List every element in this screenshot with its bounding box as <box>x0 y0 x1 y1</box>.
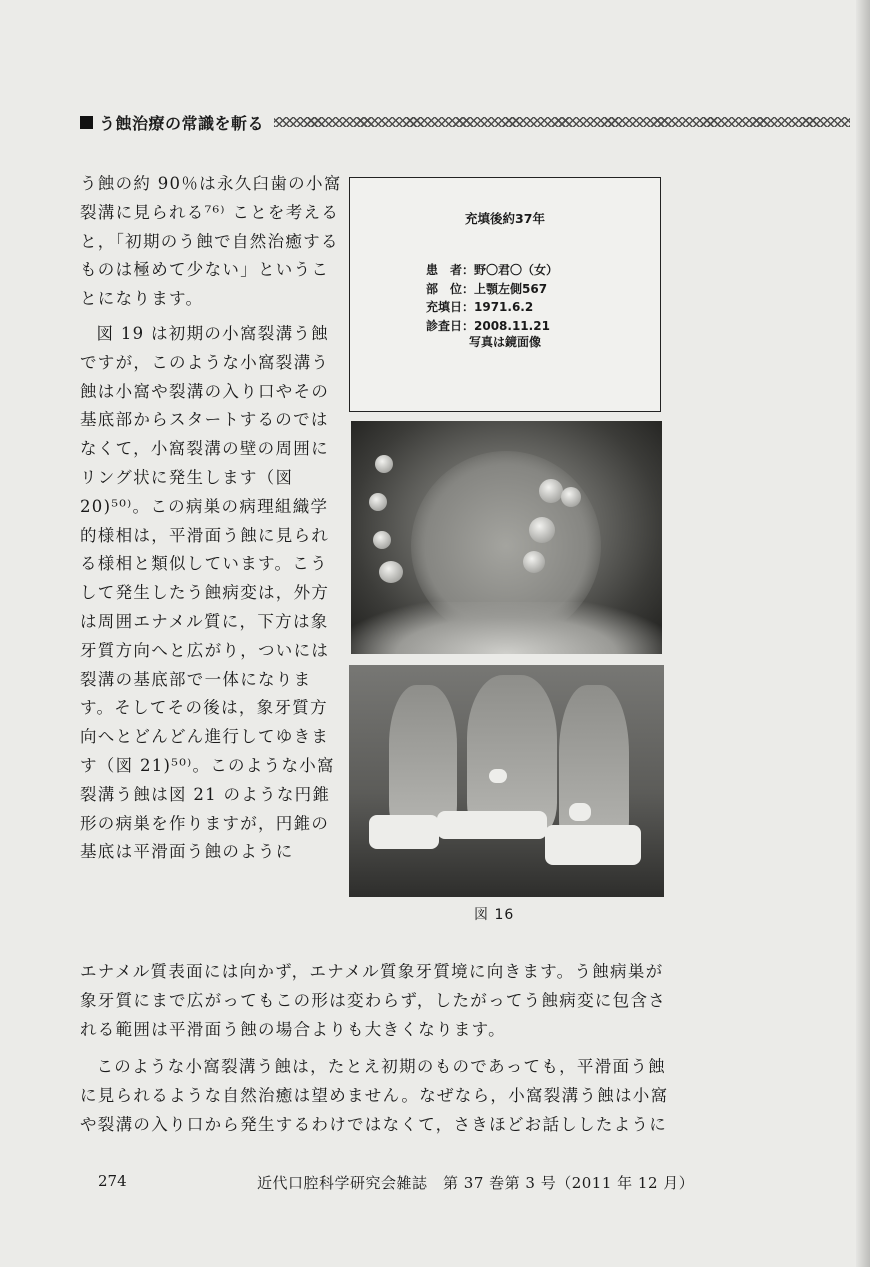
tooth <box>561 487 581 507</box>
page-edge-shadow <box>856 0 870 1267</box>
site-line: 部 位：上顎左側567 <box>426 281 548 296</box>
decorative-pattern-rule <box>274 117 850 127</box>
paragraph: 図 19 は初期の小窩裂溝う蝕ですが，このような小窩裂溝う蝕は小窩や裂溝の入り口やその基底部からスタートするのではなくて，小窩裂溝の壁の周囲にリング状に発生します（図20)⁵⁰⁾。この病巣の病理組織学的様相は，平滑面う蝕に見られる様相と類似しています。こうして発生したう蝕病変は，外方は周囲エナメル質に，下方は象牙質方向へと広がり，ついには裂溝の基底部で一体になります。そしてその後は，象牙質方向へとどんどん進行してゆきます（図 21)⁵⁰⁾。このような小窩裂溝う蝕は図 21 のような円錐形の病巣を作りますが，円錐の基底は平滑面う蝕のように <box>80 323 335 862</box>
tooth <box>373 531 391 549</box>
journal-citation: 近代口腔科学研究会雑誌 第 37 巻第 3 号（2011 年 12 月） <box>257 1174 695 1192</box>
section-header <box>80 108 850 136</box>
restoration <box>569 803 591 821</box>
paragraph: このような小窩裂溝う蝕は，たとえ初期のものであっても，平滑面う蝕に見られるような自然治癒は望めません。なぜなら，小窩裂溝う蝕は小窩や裂溝の入り口から発生するわけではなくて，さきほどお話ししたように <box>80 1057 669 1134</box>
restoration <box>489 769 507 783</box>
header-square-icon <box>80 116 93 129</box>
figure-info-lines <box>426 261 558 335</box>
page-number: 274 <box>98 1172 127 1190</box>
tooth <box>539 479 563 503</box>
left-text-column <box>80 170 342 867</box>
paragraph: エナメル質表面には向かず，エナメル質象牙質境に向きます。う蝕病巣が象牙質にまで広がってもこの形は変わらず，したがってう蝕病変に包含される範囲は平滑面う蝕の場合よりも大きくなります。 <box>80 962 667 1039</box>
restoration <box>545 825 641 865</box>
tooth <box>529 517 555 543</box>
full-width-text <box>80 957 680 1139</box>
intraoral-photo <box>351 421 662 654</box>
mirror-image-note: 写真は鏡面像 <box>468 335 541 349</box>
figure-info-title: 充填後約37年 <box>465 211 545 226</box>
restoration <box>437 811 547 839</box>
filled-date-line: 充填日：1971.6.2 <box>426 300 534 314</box>
restoration <box>369 815 439 849</box>
patient-line: 患 者：野〇君〇（女） <box>426 263 559 277</box>
figure-info-box <box>349 177 661 412</box>
tooth <box>523 551 545 573</box>
paragraph: う蝕の約 90％は永久臼歯の小窩裂溝に見られる⁷⁶⁾ ことを考えると，「初期のう蝕で自然治癒するものは極めて少ない」ということになります。 <box>80 174 342 309</box>
tooth <box>375 455 393 473</box>
tooth <box>379 561 403 583</box>
dental-radiograph <box>349 665 664 897</box>
section-title: う蝕治療の常識を斬る <box>99 113 265 133</box>
exam-date-line: 診査日：2008.11.21 <box>426 318 550 333</box>
figure-caption: 図 16 <box>474 907 515 923</box>
tooth <box>369 493 387 511</box>
